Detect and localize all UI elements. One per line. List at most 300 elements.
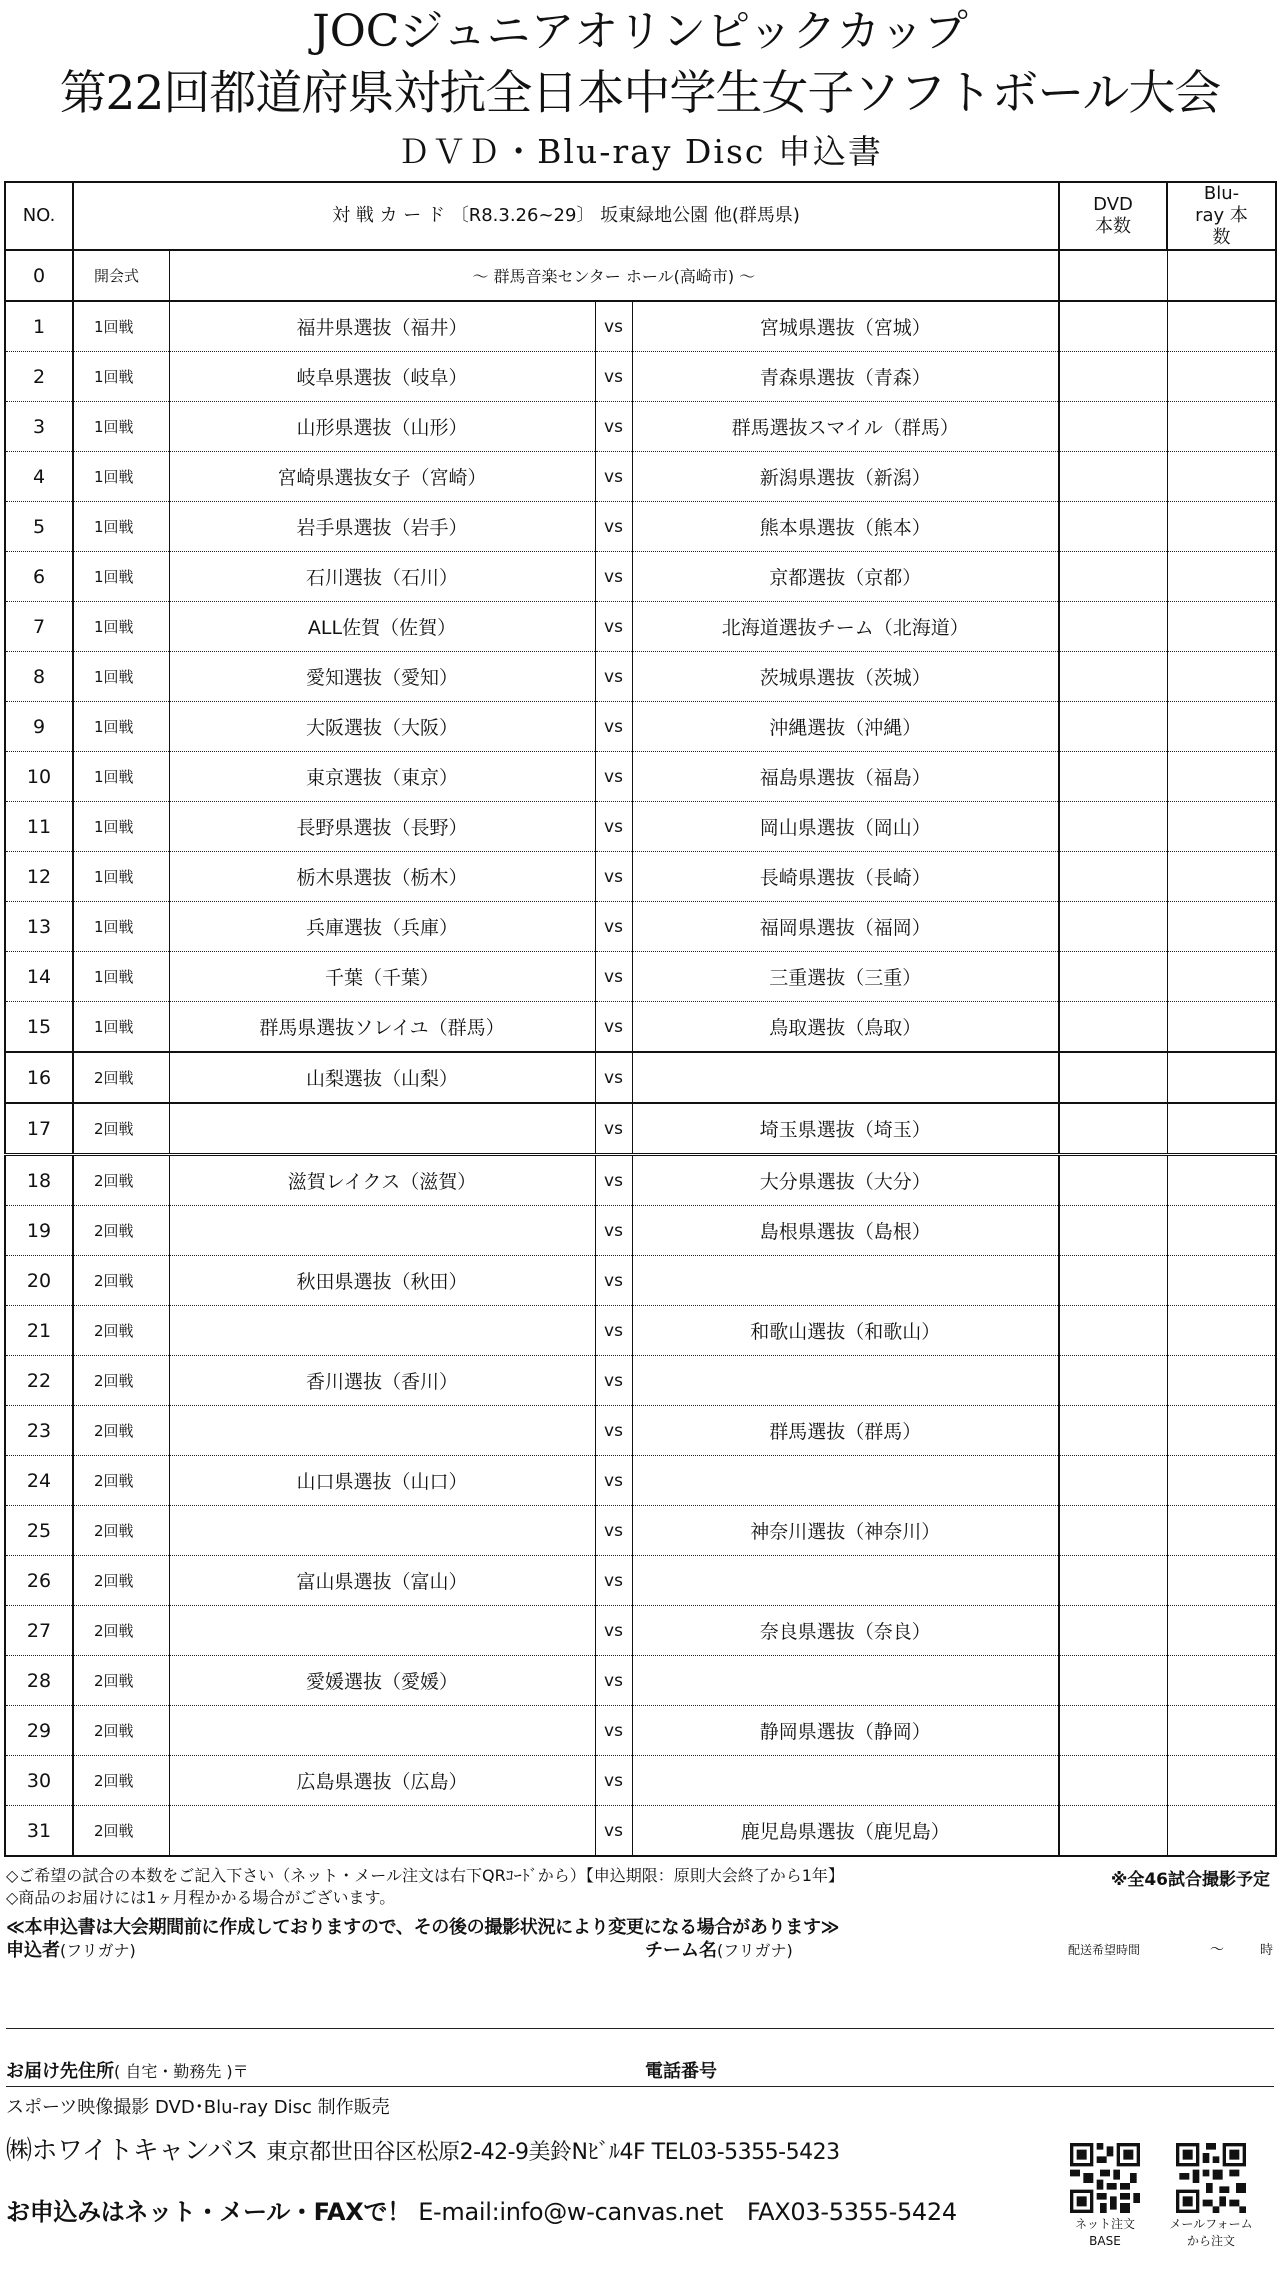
bluray-qty-cell[interactable]: [1167, 1206, 1276, 1256]
row-no: 23: [5, 1406, 73, 1456]
row-round: 1回戦: [73, 902, 169, 952]
row-team-left: 長野県選抜（長野）: [169, 802, 595, 852]
row-vs: vs: [595, 852, 632, 902]
row-no: 10: [5, 752, 73, 802]
row-team-right: 福島県選抜（福島）: [632, 752, 1059, 802]
row-team-right: 岡山県選抜（岡山）: [632, 802, 1059, 852]
row-team-right: 青森県選抜（青森）: [632, 352, 1059, 402]
row-team-left: 広島県選抜（広島）: [169, 1756, 595, 1806]
row-no: 17: [5, 1103, 73, 1155]
qr1-caption-2: BASE: [1089, 2234, 1121, 2248]
row-no: 18: [5, 1155, 73, 1206]
footer-order-line: [6, 2192, 957, 2227]
company-address: 東京都世田谷区松原2-42-9美鈴Nﾋﾞﾙ4F TEL03-5355-5423: [266, 2140, 840, 2165]
team-label: [645, 1936, 793, 1962]
bluray-qty-cell[interactable]: [1167, 852, 1276, 902]
row-round: 2回戦: [73, 1052, 169, 1103]
row-round: 1回戦: [73, 852, 169, 902]
bluray-qty-cell[interactable]: [1167, 352, 1276, 402]
row-team-left: 岩手県選抜（岩手）: [169, 502, 595, 552]
row-vs: vs: [595, 1556, 632, 1606]
team-text: チーム名: [645, 1940, 717, 1961]
row-team-right: 和歌山選抜（和歌山）: [632, 1306, 1059, 1356]
table-row: [5, 802, 1276, 852]
row-round: 2回戦: [73, 1406, 169, 1456]
header-dvd: [1059, 182, 1167, 250]
row-team-right: [632, 1756, 1059, 1806]
row-team-right: [632, 1656, 1059, 1706]
header-bluray-label: Blu-ray 本数: [1195, 183, 1248, 248]
row-no: 4: [5, 452, 73, 502]
row-team-left: 大阪選抜（大阪）: [169, 702, 595, 752]
row-no: 25: [5, 1506, 73, 1556]
bluray-qty-cell[interactable]: [1167, 1406, 1276, 1456]
table-row: [5, 352, 1276, 402]
bluray-qty-cell[interactable]: [1167, 1506, 1276, 1556]
qr2-caption-1: メールフォーム: [1169, 2217, 1253, 2231]
row-team-left: ALL佐賀（佐賀）: [169, 602, 595, 652]
row-round: 開会式: [73, 250, 169, 301]
order-bold: お申込みはネット・メール・FAXで！: [6, 2198, 411, 2226]
row-no: 11: [5, 802, 73, 852]
dvd-qty-cell[interactable]: [1059, 1002, 1167, 1053]
dvd-qty-cell[interactable]: [1059, 1406, 1167, 1456]
opening-venue: ～ 群馬音楽センター ホール(高崎市) ～: [169, 250, 1059, 301]
bluray-qty-cell[interactable]: [1167, 1706, 1276, 1756]
table-row: [5, 1506, 1276, 1556]
row-team-left: [169, 1506, 595, 1556]
title-line3: ＤＶＤ・Blu-ray Disc 申込書: [397, 132, 883, 171]
row-team-right: [632, 1456, 1059, 1506]
row-round: 2回戦: [73, 1155, 169, 1206]
footer-company-line: [6, 2130, 840, 2167]
bluray-qty-cell[interactable]: [1167, 1756, 1276, 1806]
row-vs: vs: [595, 1155, 632, 1206]
dvd-qty-cell[interactable]: [1059, 1806, 1167, 1857]
row-team-right: 福岡県選抜（福岡）: [632, 902, 1059, 952]
row-round: 2回戦: [73, 1806, 169, 1857]
row-no: 19: [5, 1206, 73, 1256]
dvd-qty-cell[interactable]: [1059, 1103, 1167, 1155]
order-contact: E-mail:info@w-canvas.net FAX03-5355-5424: [418, 2198, 957, 2226]
row-team-right: 島根県選抜（島根）: [632, 1206, 1059, 1256]
row-team-left: 愛知選抜（愛知）: [169, 652, 595, 702]
row-no: 26: [5, 1556, 73, 1606]
table-row: [5, 1706, 1276, 1756]
dvd-qty-cell[interactable]: [1059, 1206, 1167, 1256]
row-team-left: 宮崎県選抜女子（宮崎）: [169, 452, 595, 502]
row-no: 3: [5, 402, 73, 452]
row-team-left: 石川選抜（石川）: [169, 552, 595, 602]
row-team-right: 宮城県選抜（宮城）: [632, 301, 1059, 352]
row-round: 1回戦: [73, 802, 169, 852]
bluray-qty-cell[interactable]: [1167, 1306, 1276, 1356]
row-no: 15: [5, 1002, 73, 1053]
row-round: 1回戦: [73, 301, 169, 352]
row-no: 0: [5, 250, 73, 301]
row-vs: vs: [595, 602, 632, 652]
row-team-right: 埼玉県選抜（埼玉）: [632, 1103, 1059, 1155]
row-team-left: 富山県選抜（富山）: [169, 1556, 595, 1606]
row-team-left: 愛媛選抜（愛媛）: [169, 1656, 595, 1706]
row-round: 1回戦: [73, 952, 169, 1002]
table-header-row: [5, 182, 1276, 250]
row-no: 29: [5, 1706, 73, 1756]
dvd-qty-cell[interactable]: [1059, 952, 1167, 1002]
row-no: 9: [5, 702, 73, 752]
row-round: 2回戦: [73, 1506, 169, 1556]
qr-code-base-icon[interactable]: [1070, 2143, 1140, 2213]
row-vs: vs: [595, 952, 632, 1002]
table-row: [5, 1052, 1276, 1103]
row-team-left: [169, 1103, 595, 1155]
row-team-left: [169, 1706, 595, 1756]
dvd-qty-cell[interactable]: [1059, 552, 1167, 602]
row-round: 2回戦: [73, 1306, 169, 1356]
row-round: 2回戦: [73, 1556, 169, 1606]
dvd-qty-cell[interactable]: [1059, 301, 1167, 352]
qr-code-mailform-icon[interactable]: [1176, 2143, 1246, 2213]
row-no: 12: [5, 852, 73, 902]
table-row: [5, 552, 1276, 602]
row-team-right: 北海道選抜チーム（北海道）: [632, 602, 1059, 652]
table-row: [5, 1656, 1276, 1706]
row-vs: vs: [595, 552, 632, 602]
dvd-qty-cell[interactable]: [1059, 1052, 1167, 1103]
qr1-caption-1: ネット注文: [1074, 2217, 1135, 2231]
row-team-right: [632, 1256, 1059, 1306]
header-dvd-label: DVD 本数: [1093, 194, 1133, 237]
row-round: 2回戦: [73, 1756, 169, 1806]
bluray-qty-cell[interactable]: [1167, 802, 1276, 852]
row-team-left: 岐阜県選抜（岐阜）: [169, 352, 595, 402]
row-no: 5: [5, 502, 73, 552]
row-vs: vs: [595, 1306, 632, 1356]
bluray-qty-cell[interactable]: [1167, 902, 1276, 952]
address-underline: [6, 2086, 1274, 2087]
row-team-right: 長崎県選抜（長崎）: [632, 852, 1059, 902]
row-round: 1回戦: [73, 752, 169, 802]
table-row-opening: [5, 250, 1276, 301]
row-round: 1回戦: [73, 602, 169, 652]
table-row: [5, 652, 1276, 702]
table-row: [5, 1256, 1276, 1306]
applicant-label: [6, 1936, 136, 1962]
dvd-qty-cell[interactable]: [1059, 502, 1167, 552]
dvd-qty-cell[interactable]: [1059, 352, 1167, 402]
row-no: 7: [5, 602, 73, 652]
row-team-left: [169, 1206, 595, 1256]
applicant-kana: (フリガナ): [60, 1941, 136, 1960]
row-round: 1回戦: [73, 702, 169, 752]
table-row: [5, 902, 1276, 952]
header-no: NO.: [5, 182, 73, 250]
row-team-left: 秋田県選抜（秋田）: [169, 1256, 595, 1306]
bluray-qty-cell[interactable]: [1167, 602, 1276, 652]
dvd-qty-cell[interactable]: [1059, 752, 1167, 802]
row-no: 21: [5, 1306, 73, 1356]
address-label: [6, 2057, 249, 2083]
header-bluray: [1167, 182, 1276, 250]
row-team-right: 鹿児島県選抜（鹿児島）: [632, 1806, 1059, 1857]
row-vs: vs: [595, 502, 632, 552]
row-team-left: 山形県選抜（山形）: [169, 402, 595, 452]
row-no: 30: [5, 1756, 73, 1806]
qr2-caption-2: から注文: [1186, 2234, 1235, 2248]
table-row: [5, 752, 1276, 802]
row-team-right: 三重選抜（三重）: [632, 952, 1059, 1002]
table-row: [5, 952, 1276, 1002]
dvd-qty-cell[interactable]: [1059, 1306, 1167, 1356]
row-round: 2回戦: [73, 1606, 169, 1656]
dvd-qty-cell[interactable]: [1059, 1155, 1167, 1206]
row-vs: vs: [595, 301, 632, 352]
bluray-qty-cell[interactable]: [1167, 250, 1276, 301]
row-team-right: 鳥取選抜（鳥取）: [632, 1002, 1059, 1053]
note-right: ※全46試合撮影予定: [1110, 1870, 1270, 1890]
bold-note: ≪本申込書は大会期間前に作成しておりますので、その後の撮影状況により変更になる場合があります≫: [6, 1917, 840, 1938]
bluray-qty-cell[interactable]: [1167, 1656, 1276, 1706]
row-round: 2回戦: [73, 1706, 169, 1756]
dvd-qty-cell[interactable]: [1059, 250, 1167, 301]
address-note: ( 自宅・勤務先 )〒: [114, 2062, 249, 2081]
row-no: 8: [5, 652, 73, 702]
row-vs: vs: [595, 1706, 632, 1756]
table-row: [5, 1456, 1276, 1506]
dvd-qty-cell[interactable]: [1059, 1606, 1167, 1656]
row-team-left: [169, 1806, 595, 1857]
table-row: [5, 1306, 1276, 1356]
dvd-qty-cell[interactable]: [1059, 852, 1167, 902]
row-no: 16: [5, 1052, 73, 1103]
applicant-text: 申込者: [6, 1940, 60, 1961]
table-row: [5, 1155, 1276, 1206]
row-vs: vs: [595, 1052, 632, 1103]
row-round: 1回戦: [73, 452, 169, 502]
applicant-underline: [6, 2028, 1274, 2029]
qr1-caption: [1060, 2216, 1150, 2250]
row-vs: vs: [595, 1406, 632, 1456]
row-team-right: 沖縄選抜（沖縄）: [632, 702, 1059, 752]
row-team-left: 東京選抜（東京）: [169, 752, 595, 802]
table-row: [5, 1356, 1276, 1406]
dvd-qty-cell[interactable]: [1059, 652, 1167, 702]
row-team-right: 静岡県選抜（静岡）: [632, 1706, 1059, 1756]
dvd-qty-cell[interactable]: [1059, 402, 1167, 452]
row-no: 24: [5, 1456, 73, 1506]
bluray-qty-cell[interactable]: [1167, 1456, 1276, 1506]
bluray-qty-cell[interactable]: [1167, 1556, 1276, 1606]
note-line2: ◇商品のお届けには1ヶ月程かかる場合がございます。: [6, 1888, 396, 1907]
row-team-right: 奈良県選抜（奈良）: [632, 1606, 1059, 1656]
table-row: [5, 702, 1276, 752]
row-team-left: 兵庫選抜（兵庫）: [169, 902, 595, 952]
footer-line1: スポーツ映像撮影 DVD･Blu-ray Disc 制作販売: [6, 2097, 390, 2118]
company-name: ㈱ホワイトキャンバス: [6, 2136, 259, 2166]
bluray-qty-cell[interactable]: [1167, 452, 1276, 502]
delivery-time-label: 配送希望時間: [1068, 1943, 1141, 1957]
dvd-qty-cell[interactable]: [1059, 1656, 1167, 1706]
dvd-qty-cell[interactable]: [1059, 902, 1167, 952]
row-no: 14: [5, 952, 73, 1002]
table-row: [5, 1002, 1276, 1053]
row-round: 2回戦: [73, 1103, 169, 1155]
dvd-qty-cell[interactable]: [1059, 1356, 1167, 1406]
table-row: [5, 402, 1276, 452]
table-row: [5, 301, 1276, 352]
table-row: [5, 1606, 1276, 1656]
row-team-right: 大分県選抜（大分）: [632, 1155, 1059, 1206]
row-no: 28: [5, 1656, 73, 1706]
row-round: 1回戦: [73, 552, 169, 602]
bluray-qty-cell[interactable]: [1167, 652, 1276, 702]
row-team-right: 群馬選抜（群馬）: [632, 1406, 1059, 1456]
dvd-qty-cell[interactable]: [1059, 802, 1167, 852]
bluray-qty-cell[interactable]: [1167, 702, 1276, 752]
title-line2: 第22回都道府県対抗全日本中学生女子ソフトボール大会: [59, 66, 1221, 121]
bluray-qty-cell[interactable]: [1167, 1256, 1276, 1306]
bluray-qty-cell[interactable]: [1167, 1052, 1276, 1103]
delivery-tilde: ～: [1210, 1942, 1224, 1958]
bluray-qty-cell[interactable]: [1167, 752, 1276, 802]
row-team-left: [169, 1406, 595, 1456]
table-row: [5, 852, 1276, 902]
title-line1: JOCジュニアオリンピックカップ: [312, 6, 968, 57]
address-text: お届け先住所: [6, 2061, 114, 2082]
row-team-left: 滋賀レイクス（滋賀）: [169, 1155, 595, 1206]
dvd-qty-cell[interactable]: [1059, 1556, 1167, 1606]
row-vs: vs: [595, 1506, 632, 1556]
row-round: 2回戦: [73, 1206, 169, 1256]
bluray-qty-cell[interactable]: [1167, 1356, 1276, 1406]
row-vs: vs: [595, 1356, 632, 1406]
order-table: [4, 181, 1277, 1857]
row-team-right: 茨城県選抜（茨城）: [632, 652, 1059, 702]
bluray-qty-cell[interactable]: [1167, 1155, 1276, 1206]
row-vs: vs: [595, 752, 632, 802]
row-team-right: [632, 1556, 1059, 1606]
table-row: [5, 1556, 1276, 1606]
row-vs: vs: [595, 802, 632, 852]
row-team-right: 群馬選抜スマイル（群馬）: [632, 402, 1059, 452]
row-team-left: [169, 1306, 595, 1356]
row-no: 31: [5, 1806, 73, 1857]
row-no: 13: [5, 902, 73, 952]
row-round: 1回戦: [73, 1002, 169, 1053]
delivery-hour: 時: [1260, 1943, 1274, 1958]
row-round: 2回戦: [73, 1656, 169, 1706]
row-team-right: [632, 1356, 1059, 1406]
row-team-right: 熊本県選抜（熊本）: [632, 502, 1059, 552]
row-team-left: [169, 1606, 595, 1656]
row-vs: vs: [595, 402, 632, 452]
team-kana: (フリガナ): [717, 1941, 793, 1960]
row-vs: vs: [595, 1806, 632, 1857]
row-team-right: [632, 1052, 1059, 1103]
header-card: 対 戦 カ ー ド 〔R8.3.26~29〕 坂東緑地公園 他(群馬県): [73, 182, 1059, 250]
dvd-qty-cell[interactable]: [1059, 1256, 1167, 1306]
table-row: [5, 452, 1276, 502]
bluray-qty-cell[interactable]: [1167, 301, 1276, 352]
row-team-left: 香川選抜（香川）: [169, 1356, 595, 1406]
row-round: 1回戦: [73, 402, 169, 452]
dvd-qty-cell[interactable]: [1059, 1756, 1167, 1806]
table-row: [5, 502, 1276, 552]
row-vs: vs: [595, 1206, 632, 1256]
row-team-right: 新潟県選抜（新潟）: [632, 452, 1059, 502]
table-row: [5, 1206, 1276, 1256]
row-team-right: 神奈川選抜（神奈川）: [632, 1506, 1059, 1556]
phone-label: 電話番号: [645, 2061, 717, 2082]
row-round: 1回戦: [73, 352, 169, 402]
bluray-qty-cell[interactable]: [1167, 402, 1276, 452]
row-team-right: 京都選抜（京都）: [632, 552, 1059, 602]
row-vs: vs: [595, 902, 632, 952]
row-team-left: 山梨選抜（山梨）: [169, 1052, 595, 1103]
row-vs: vs: [595, 702, 632, 752]
row-vs: vs: [595, 1456, 632, 1506]
bluray-qty-cell[interactable]: [1167, 502, 1276, 552]
qr2-caption: [1166, 2216, 1256, 2250]
row-round: 1回戦: [73, 652, 169, 702]
row-round: 2回戦: [73, 1356, 169, 1406]
table-row: [5, 1103, 1276, 1155]
bluray-qty-cell[interactable]: [1167, 1002, 1276, 1053]
row-no: 2: [5, 352, 73, 402]
bluray-qty-cell[interactable]: [1167, 1806, 1276, 1857]
notes: [6, 1865, 844, 1909]
row-team-left: 福井県選抜（福井）: [169, 301, 595, 352]
row-vs: vs: [595, 1002, 632, 1053]
row-team-left: 千葉（千葉）: [169, 952, 595, 1002]
dvd-qty-cell[interactable]: [1059, 702, 1167, 752]
table-row: [5, 1406, 1276, 1456]
row-vs: vs: [595, 352, 632, 402]
row-team-left: 山口県選抜（山口）: [169, 1456, 595, 1506]
row-no: 20: [5, 1256, 73, 1306]
row-vs: vs: [595, 1756, 632, 1806]
row-no: 6: [5, 552, 73, 602]
dvd-qty-cell[interactable]: [1059, 1506, 1167, 1556]
dvd-qty-cell[interactable]: [1059, 1706, 1167, 1756]
bluray-qty-cell[interactable]: [1167, 552, 1276, 602]
row-vs: vs: [595, 652, 632, 702]
table-row: [5, 602, 1276, 652]
row-vs: vs: [595, 1256, 632, 1306]
dvd-qty-cell[interactable]: [1059, 1456, 1167, 1506]
row-vs: vs: [595, 1103, 632, 1155]
bluray-qty-cell[interactable]: [1167, 1606, 1276, 1656]
row-round: 2回戦: [73, 1256, 169, 1306]
bluray-qty-cell[interactable]: [1167, 952, 1276, 1002]
bluray-qty-cell[interactable]: [1167, 1103, 1276, 1155]
dvd-qty-cell[interactable]: [1059, 602, 1167, 652]
row-no: 1: [5, 301, 73, 352]
row-no: 22: [5, 1356, 73, 1406]
row-round: 1回戦: [73, 502, 169, 552]
row-vs: vs: [595, 452, 632, 502]
row-no: 27: [5, 1606, 73, 1656]
table-row: [5, 1756, 1276, 1806]
row-vs: vs: [595, 1656, 632, 1706]
table-row: [5, 1806, 1276, 1857]
note-line1: ◇ご希望の試合の本数をご記入下さい（ネット・メール注文は右下QRｺｰﾄﾞから）【申込期限：原則大会終了から1年】: [6, 1866, 844, 1885]
row-vs: vs: [595, 1606, 632, 1656]
row-team-left: 群馬県選抜ソレイユ（群馬）: [169, 1002, 595, 1053]
row-team-left: 栃木県選抜（栃木）: [169, 852, 595, 902]
dvd-qty-cell[interactable]: [1059, 452, 1167, 502]
row-round: 2回戦: [73, 1456, 169, 1506]
